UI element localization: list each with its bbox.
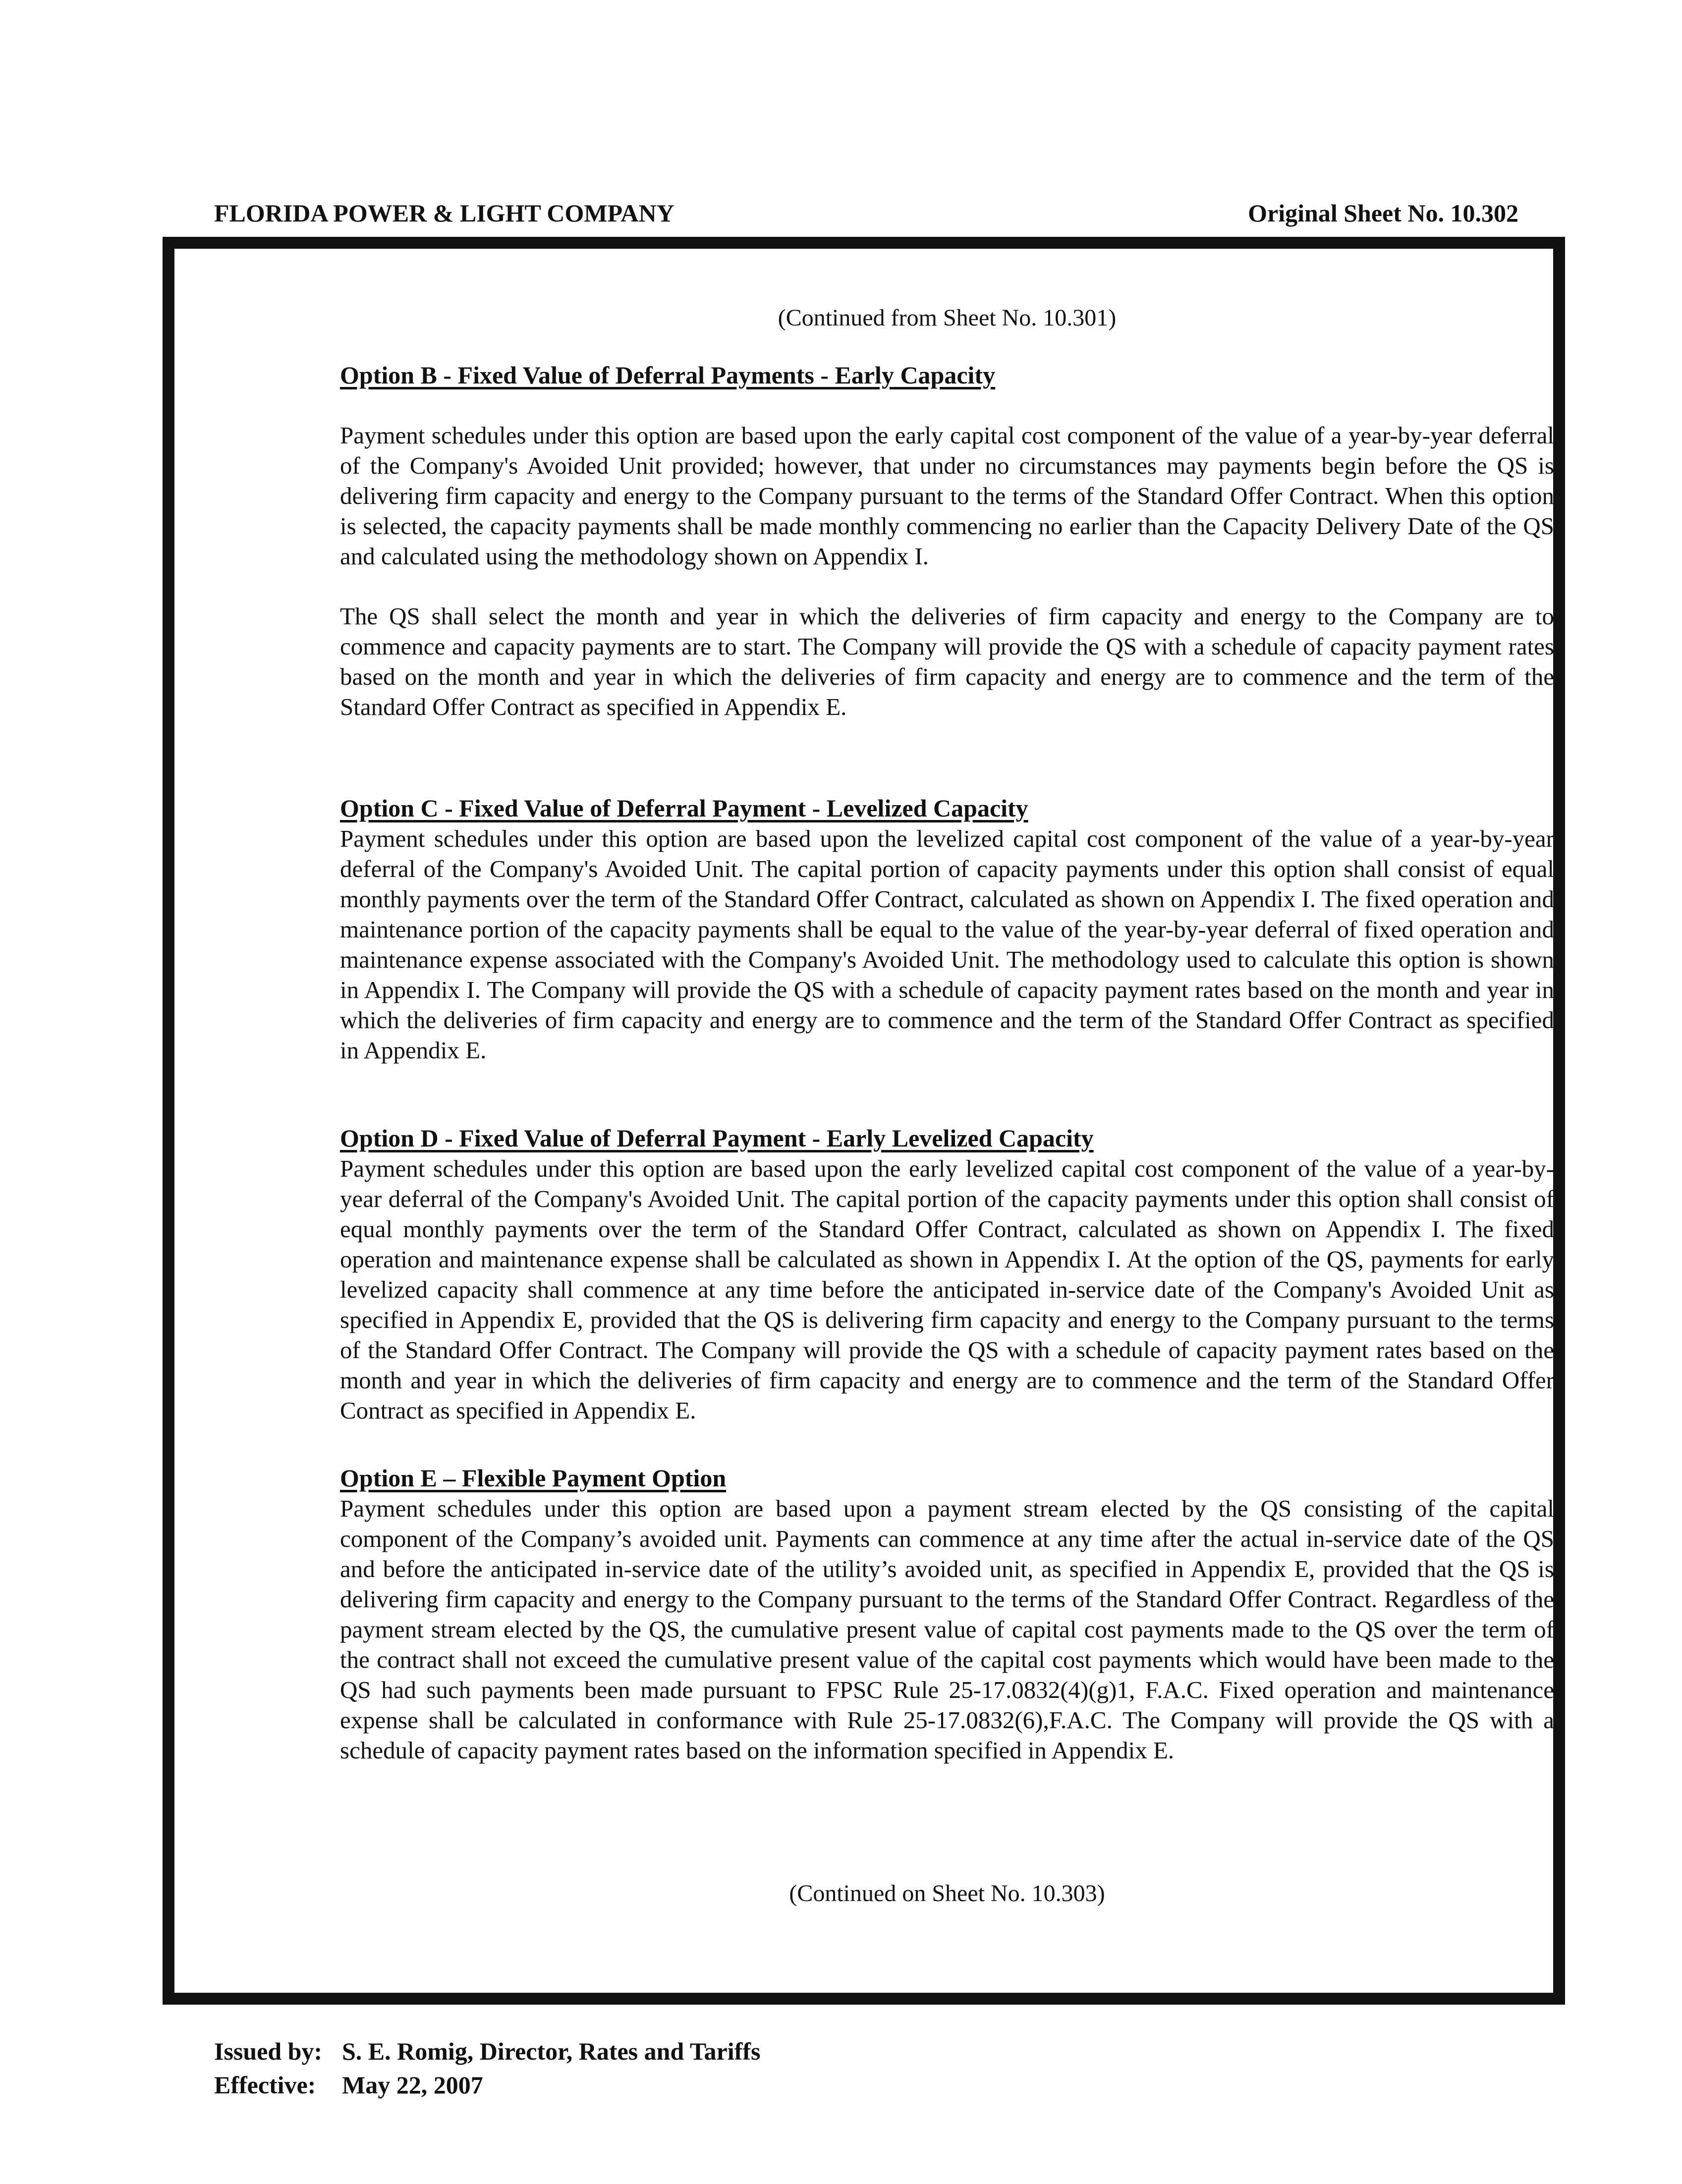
issued-by-value: S. E. Romig, Director, Rates and Tariffs: [342, 2037, 761, 2065]
effective-value: May 22, 2007: [342, 2071, 483, 2099]
effective-row: [214, 2068, 760, 2102]
sheet-number: Original Sheet No. 10.302: [1248, 199, 1518, 227]
effective-label: Effective:: [214, 2071, 316, 2099]
page-header: [214, 198, 1518, 228]
option-b-section: [340, 360, 1554, 722]
option-e-heading: Option E – Flexible Payment Option: [340, 1464, 727, 1492]
option-d-paragraph-1: Payment schedules under this option are based upon the early levelized capital cost component of the value of a year-by-year deferral of the Company's Avoided Unit. The capital portion of the capacity payments under this option shall consist of equal monthly payments over the term of the Standard Offer Contract, calculated as shown on Appendix I. The fixed operation and maintenance expense shall be calculated as shown in Appendix I. At the option of the QS, payments for early levelized capacity shall commence at any time before the anticipated in-service date of the Company's Avoided Unit as specified in Appendix E, provided that the QS is delivering firm capacity and energy to the Company pursuant to the terms of the Standard Offer Contract. The Company will provide the QS with a schedule of capacity payment rates based on the month and year in which the deliveries of firm capacity and energy are to commence and the term of the Standard Offer Contract as specified in Appendix E.: [340, 1155, 1554, 1424]
option-b-heading: Option B - Fixed Value of Deferral Payments - Early Capacity: [340, 361, 996, 389]
continued-on: (Continued on Sheet No. 10.303): [789, 1880, 1105, 1907]
option-b-paragraph-2: The QS shall select the month and year in which the deliveries of firm capacity and energy to the Company are to commence and capacity payments are to start. The Company will provide the QS with a schedule of capacity payment rates based on the month and year in which the deliveries of firm capacity and energy are to commence and the term of the Standard Offer Contract as specified in Appendix E.: [340, 602, 1554, 720]
option-e-section: [340, 1463, 1554, 1765]
option-d-section: [340, 1123, 1554, 1425]
issued-by-row: [214, 2034, 760, 2068]
option-c-heading: Option C - Fixed Value of Deferral Payment - Levelized Capacity: [340, 794, 1028, 822]
continued-from: (Continued from Sheet No. 10.301): [778, 305, 1117, 331]
option-b-paragraph-1: Payment schedules under this option are based upon the early capital cost component of the value of a year-by-year deferral of the Company's Avoided Unit provided; however, that under no circumstances may payments begin before the QS is delivering firm capacity and energy to the Company pursuant to the terms of the Standard Offer Contract. When this option is selected, the capacity payments shall be made monthly commencing no earlier than the Capacity Delivery Date of the QS and calculated using the methodology shown on Appendix I.: [340, 422, 1554, 570]
company-name: FLORIDA POWER & LIGHT COMPANY: [214, 199, 674, 227]
issued-by-label: Issued by:: [214, 2037, 323, 2065]
option-c-paragraph-1: Payment schedules under this option are based upon the levelized capital cost component of the value of a year-by-year deferral of the Company's Avoided Unit. The capital portion of capacity payments under this option shall consist of equal monthly payments over the term of the Standard Offer Contract, calculated as shown on Appendix I. The fixed operation and maintenance portion of the capacity payments shall be equal to the value of the year-by-year deferral of fixed operation and maintenance expense associated with the Company's Avoided Unit. The methodology used to calculate this option is shown in Appendix I. The Company will provide the QS with a schedule of capacity payment rates based on the month and year in which the deliveries of firm capacity and energy are to commence and the term of the Standard Offer Contract as specified in Appendix E.: [340, 825, 1554, 1064]
page-footer: [214, 2034, 760, 2102]
option-d-heading: Option D - Fixed Value of Deferral Payment - Early Levelized Capacity: [340, 1124, 1094, 1152]
option-c-section: [340, 793, 1554, 1065]
option-e-paragraph-1: Payment schedules under this option are based upon a payment stream elected by the QS consisting of the capital component of the Company’s avoided unit. Payments can commence at any time after the actual in-service date of the QS and before the anticipated in-service date of the utility’s avoided unit, as specified in Appendix E, provided that the QS is delivering firm capacity and energy to the Company pursuant to the terms of the Standard Offer Contract. Regardless of the payment stream elected by the QS, the cumulative present value of capital cost payments made to the QS over the term of the contract shall not exceed the cumulative present value of the capital cost payments which would have been made to the QS had such payments been made pursuant to FPSC Rule 25-17.0832(4)(g)1, F.A.C. Fixed operation and maintenance expense shall be calculated in conformance with Rule 25-17.0832(6),F.A.C. The Company will provide the QS with a schedule of capacity payment rates based on the information specified in Appendix E.: [340, 1495, 1554, 1764]
